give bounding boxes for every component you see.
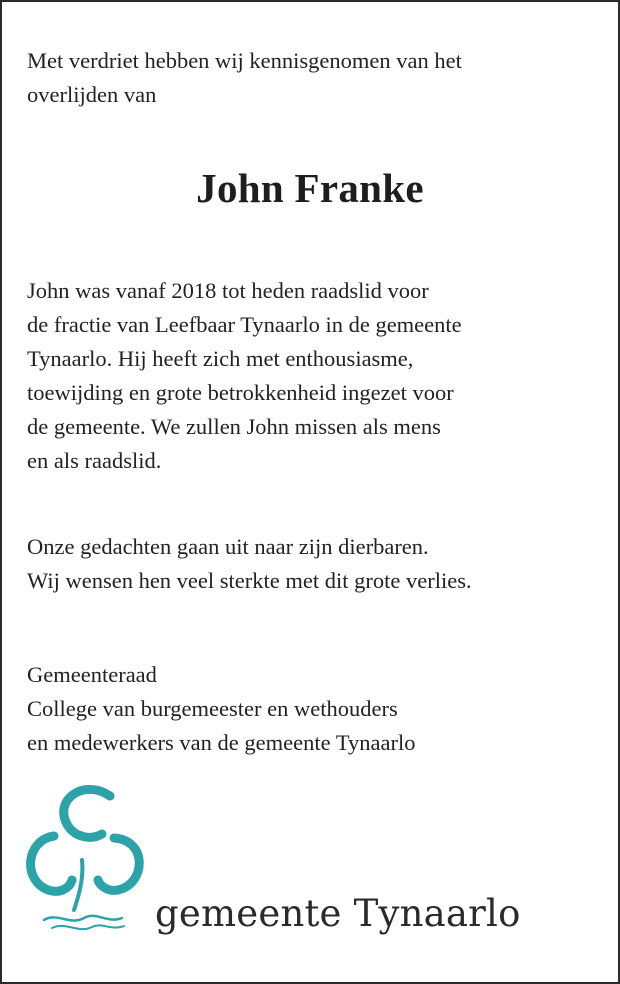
signature-line: College van burgemeester en wethouders (27, 696, 398, 721)
logo-wordmark: gemeente Tynaarlo (155, 892, 521, 935)
bio-line: John was vanaf 2018 tot heden raadslid voor (27, 278, 429, 303)
signature-block (27, 658, 587, 760)
bio-line: en als raadslid. (27, 448, 162, 473)
thoughts-line: Wij wensen hen veel sterkte met dit grote verlies. (27, 568, 472, 593)
intro-line: Met verdriet hebben wij kennisgenomen van het (27, 48, 462, 73)
bio-line: toewijding en grote betrokkenheid ingezet voor (27, 380, 454, 405)
signature-line: Gemeenteraad (27, 662, 157, 687)
thoughts-paragraph (27, 530, 587, 598)
intro-line: overlijden van (27, 82, 157, 107)
bio-line: Tynaarlo. Hij heeft zich met enthousiasme, (27, 346, 414, 371)
bio-paragraph (27, 274, 587, 478)
deceased-name: John Franke (196, 165, 424, 211)
tree-wave-logo-icon (22, 780, 152, 940)
bio-line: de fractie van Leefbaar Tynaarlo in de gemeente (27, 312, 462, 337)
thoughts-line: Onze gedachten gaan uit naar zijn dierbaren. (27, 534, 429, 559)
intro-paragraph (27, 44, 587, 112)
signature-line: en medewerkers van de gemeente Tynaarlo (27, 730, 416, 755)
bio-line: de gemeente. We zullen John missen als mens (27, 414, 441, 439)
